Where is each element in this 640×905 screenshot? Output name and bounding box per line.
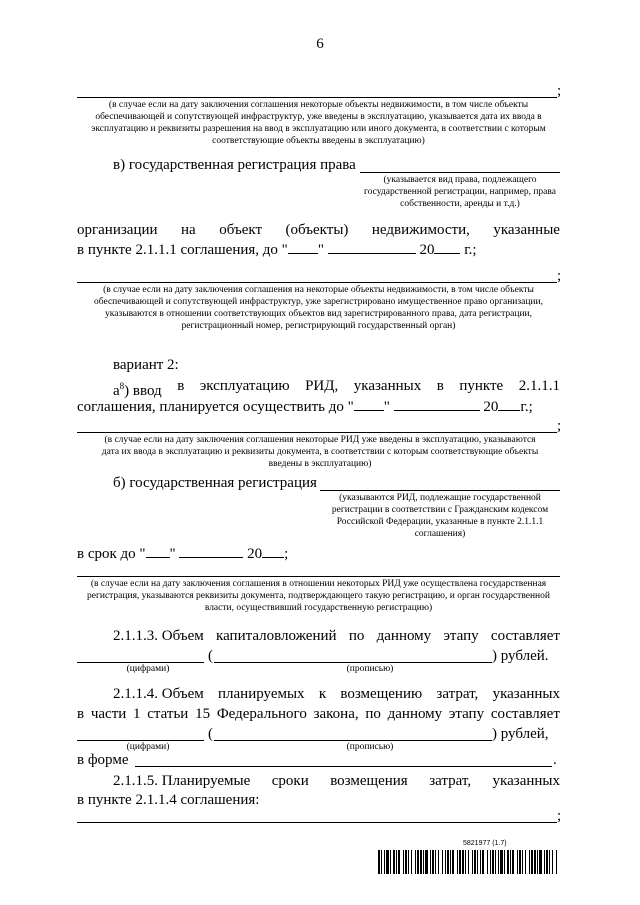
digits-caption: (цифрами) — [126, 664, 170, 674]
month-blank — [394, 398, 480, 411]
variant-2-label: вариант 2: — [113, 357, 179, 373]
fill-line — [77, 576, 560, 577]
semicolon: ; — [557, 808, 562, 824]
month-blank — [328, 241, 416, 254]
barcode-image — [378, 850, 560, 874]
paragraph-rid-commissioning-line1: $а^8$) ввод в эксплуатацию РИД, указанных в пункте 2.1.1.1 — [113, 378, 560, 399]
note-rid-registration: (указываются РИД, подлежащие государственной регистрации в соответствии с Гражданским кодексом Российской Федерации, указанные в пункте 2.1.1.1 соглашения) — [331, 493, 549, 539]
year-blank — [498, 398, 520, 411]
note-right-type: (указывается вид права, подлежащего государственной регистрации, например, права собственности, аренды и т.д.) — [364, 175, 556, 209]
note-registered-rights: (в случае если на дату заключения соглашения на некоторые объекты недвижимости, в том числе объекты обеспечивающей и сопутствующей инфраструктур, уже зарегистрировано имущественное право организации, указываются в отношении соответствующих объектов вид зарегистрированного права, дата регистрации, регистрационный номер, регистрирующий государственный орган) — [94, 285, 543, 331]
paragraph-2-1-1-4-line2: в части 1 статьи 15 Федерального закона, по данному этапу составляет — [77, 706, 560, 722]
words-caption: (прописью) — [346, 742, 394, 752]
period: . — [553, 752, 557, 768]
fill-line — [77, 432, 557, 433]
paragraph-2-1-1-4-line1: 2.1.1.4. Объем планируемых к возмещению затрат, указанных — [113, 686, 560, 702]
semicolon: ; — [557, 418, 562, 434]
semicolon: ; — [557, 83, 562, 99]
note-rid-commissioned: (в случае если на дату заключения соглашения некоторые РИД уже введены в эксплуатацию, указываются дата их ввода в эксплуатацию и реквизиты документа, в соответствии с которым соответствующие объекты введены в эксплуатацию) — [101, 435, 539, 469]
state-registration-label: б) государственная регистрация — [113, 475, 317, 491]
day-blank — [354, 398, 384, 411]
year-blank — [434, 241, 460, 254]
note-commissioning-objects: (в случае если на дату заключения соглашения некоторые объекты недвижимости, в том числе объекты обеспечивающей и сопутствующей инфраструктур, уже введены в эксплуатацию, указывается дата их ввода в эксплуатацию и реквизиты разрешения на ввод в эксплуатацию или иного документа, в соответствии с которым соответствующие объекты введены в эксплуатацию) — [91, 100, 546, 146]
rubles-label: ) рублей. — [492, 648, 549, 664]
paragraph-2-1-1-5-line1: 2.1.1.5. Планируемые сроки возмещения затрат, указанных — [113, 773, 560, 789]
fill-line — [320, 490, 560, 491]
paragraph-rid-commissioning-line2: соглашения, планируется осуществить до " " 20 г.; — [77, 399, 533, 415]
form-blank — [135, 766, 552, 767]
barcode-bar — [557, 850, 559, 874]
paragraph-2-1-1-3: 2.1.1.3. Объем капиталовложений по данному этапу составляет — [113, 628, 560, 644]
term-line: в срок до " " 20 ; — [77, 546, 289, 562]
digits-caption: (цифрами) — [126, 742, 170, 752]
fill-line — [360, 172, 560, 173]
barcode-number: 5821977 (1.7) — [463, 840, 507, 847]
footnote-8: 8 — [119, 381, 125, 391]
fill-line — [77, 282, 557, 283]
semicolon: ; — [557, 268, 562, 284]
fill-line — [77, 97, 557, 98]
fill-line — [77, 822, 557, 823]
page-number: 6 — [316, 36, 324, 52]
paragraph-organization-line1: организации на объект (объекты) недвижимости, указанные — [77, 222, 560, 238]
open-paren: ( — [208, 648, 213, 664]
paragraph-2-1-1-5-line2: в пункте 2.1.1.4 соглашения: — [77, 792, 260, 808]
state-registration-right-label: в) государственная регистрация права — [113, 157, 356, 173]
rubles-label: ) рублей, — [492, 726, 549, 742]
day-blank — [146, 545, 170, 558]
month-blank — [179, 545, 243, 558]
open-paren: ( — [208, 726, 213, 742]
day-blank — [288, 241, 318, 254]
note-rid-registered: (в случае если на дату заключения соглашения в отношении некоторых РИД уже осуществлена государственная регистрация, указываются реквизиты документа, подтверждающего такую регистрацию, и орган государственной власти, осуществивший государственную регистрацию) — [87, 579, 550, 613]
words-caption: (прописью) — [346, 664, 394, 674]
form-label: в форме — [77, 752, 129, 768]
year-blank — [262, 545, 284, 558]
paragraph-organization-line2: в пункте 2.1.1.1 соглашения, до " " 20 г.; — [77, 242, 477, 258]
